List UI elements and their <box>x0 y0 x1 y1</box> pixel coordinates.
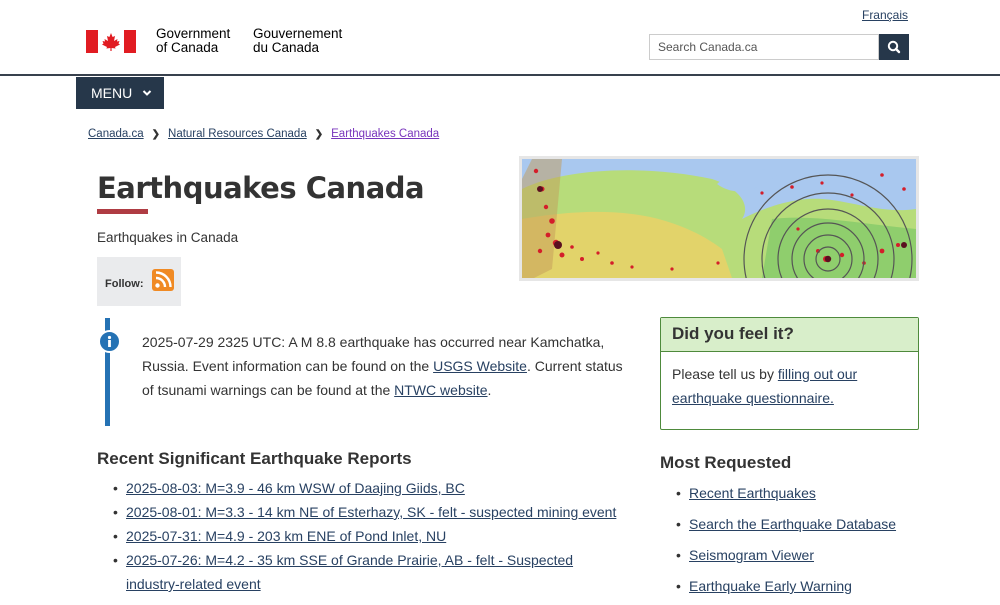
gouvernement-du-canada-wordmark[interactable] <box>253 27 342 55</box>
search-button[interactable] <box>879 34 909 60</box>
list-item <box>126 500 636 524</box>
follow-label: Follow: <box>105 278 144 290</box>
recent-report-link[interactable]: 2025-08-01: M=3.3 - 14 km NE of Esterhazy, SK - felt - suspected mining event <box>126 504 617 520</box>
page-title: Earthquakes Canada <box>97 171 425 205</box>
page-subtitle: Earthquakes in Canada <box>97 230 239 245</box>
wordmark-fr-line2: du Canada <box>253 40 320 55</box>
feel-text: Please tell us by <box>672 366 778 382</box>
search-icon <box>879 34 909 60</box>
alert-text-end: . <box>487 382 492 398</box>
recent-report-link[interactable]: 2025-08-03: M=3.9 - 46 km WSW of Daajing Giids, BC <box>126 480 465 496</box>
questionnaire-link[interactable]: filling out our earthquake questionnaire. <box>672 366 858 406</box>
did-you-feel-it-title: Did you feel it? <box>661 318 918 352</box>
seismogram-viewer-link[interactable]: Seismogram Viewer <box>689 547 815 563</box>
info-icon <box>98 330 121 353</box>
breadcrumb-natural-resources[interactable]: Natural Resources Canada <box>168 128 307 140</box>
title-underline <box>97 209 148 214</box>
site-header <box>0 0 1000 76</box>
follow-box <box>97 257 181 306</box>
alert-message <box>142 330 632 402</box>
search-form <box>649 34 909 60</box>
did-you-feel-it-body <box>661 352 918 420</box>
rss-icon[interactable] <box>152 269 174 291</box>
list-item <box>689 481 939 505</box>
list-item <box>126 476 636 500</box>
list-item <box>689 543 939 567</box>
recent-report-link[interactable]: 2025-07-31: M=4.9 - 203 km ENE of Pond Inlet, NU <box>126 528 447 544</box>
breadcrumb-canada-ca[interactable]: Canada.ca <box>88 128 144 140</box>
language-toggle-link[interactable]: Français <box>861 8 908 22</box>
canada-flag-icon <box>86 30 136 53</box>
search-database-link[interactable]: Search the Earthquake Database <box>689 516 897 532</box>
recent-report-link[interactable]: 2025-07-26: M=4.2 - 35 km SSE of Grande Prairie, AB - felt - Suspected industry-related event <box>126 552 574 592</box>
list-item <box>689 574 939 598</box>
list-item <box>689 512 939 536</box>
recent-reports-heading: Recent Significant Earthquake Reports <box>97 449 412 468</box>
most-requested-heading: Most Requested <box>660 453 792 472</box>
usgs-website-link[interactable]: USGS Website <box>433 358 527 374</box>
wordmark-fr-line1: Gouvernement <box>253 26 343 41</box>
chevron-right-icon: ❯ <box>151 129 161 140</box>
wordmark-en-line2: of Canada <box>156 40 219 55</box>
chevron-down-icon <box>142 88 152 98</box>
breadcrumb-earthquakes-canada[interactable]: Earthquakes Canada <box>331 128 440 140</box>
early-warning-link[interactable]: Earthquake Early Warning <box>689 578 852 594</box>
recent-reports-list <box>126 476 636 596</box>
recent-earthquakes-link[interactable]: Recent Earthquakes <box>689 485 816 501</box>
ntwc-website-link[interactable]: NTWC website <box>394 382 488 398</box>
breadcrumb <box>88 128 439 140</box>
search-input[interactable] <box>649 34 879 60</box>
government-of-canada-wordmark[interactable] <box>156 27 230 55</box>
did-you-feel-it-panel <box>660 317 919 430</box>
menu-label: MENU <box>91 85 133 101</box>
earthquake-map-image[interactable] <box>519 156 919 281</box>
alert-text-part1: 2025-07-29 2325 UTC: A M 8.8 earthquake has occurred near Kamchatka, Russia. Event information can be found on the <box>142 334 605 374</box>
most-requested-list <box>689 481 939 605</box>
list-item <box>126 548 596 596</box>
list-item <box>126 524 636 548</box>
wordmark-en-line1: Government <box>156 26 231 41</box>
chevron-right-icon: ❯ <box>314 129 324 140</box>
alert-text-part2: . Current status of tsunami warnings can be found at the <box>142 358 623 398</box>
